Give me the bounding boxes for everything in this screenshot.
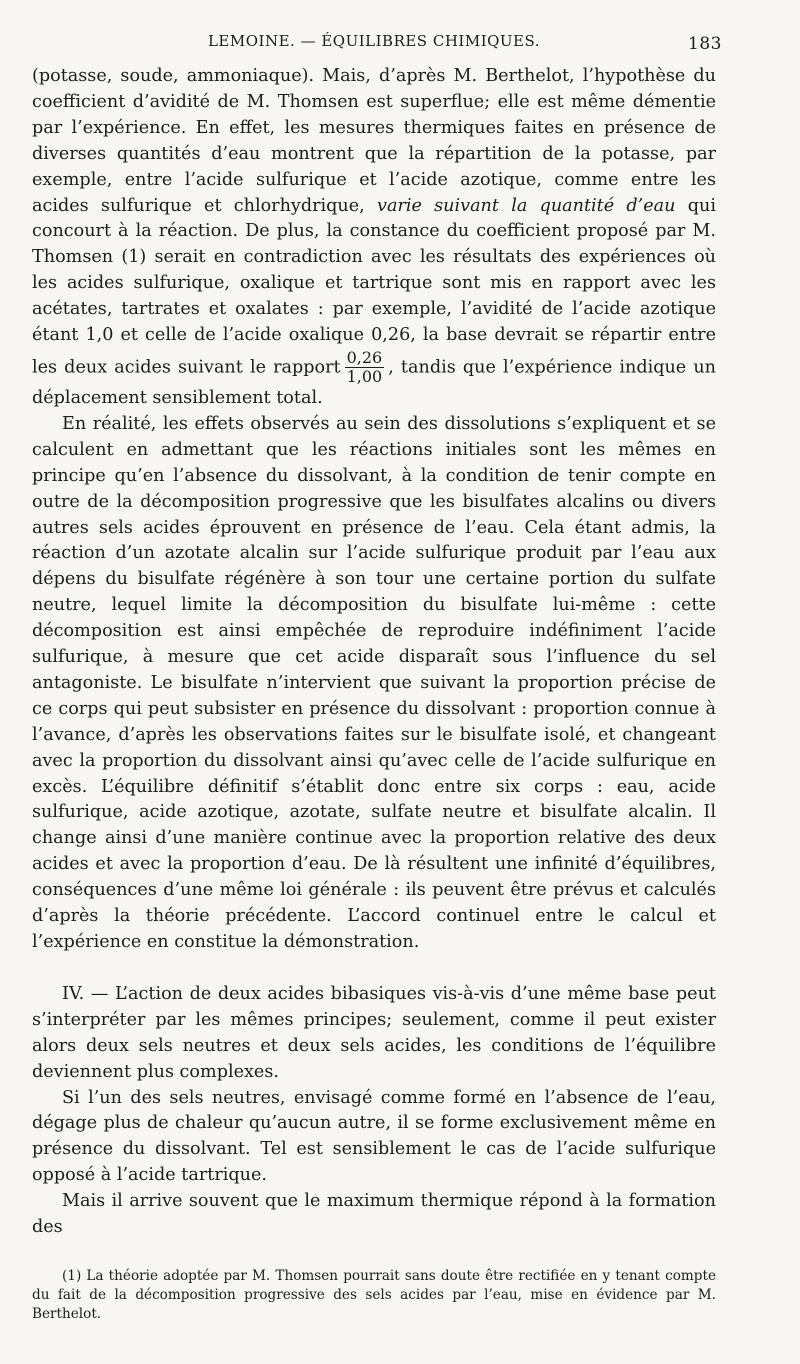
paragraph-2: En réalité, les effets observés au sein des dissolutions s’expliquent et se calculent en admettant que les réactions initiales sont les mêmes en principe qu’en l’absence du dissolvant, à la condition de tenir compte en outre de la décomposition progressive que les bisulfates alcalins ou divers autres sels acides éprouvent en présence de l’eau. Cela étant admis, la réaction d’un azotate alcalin sur l’acide sulfurique produit par l’eau aux dépens du bisulfate régénère à son tour une certaine portion du sulfate neutre, lequel limite la décomposition du bisulfate lui-même : cette décomposition est ainsi empêchée de reproduire indéfiniment l’acide sulfurique, à mesure que cet acide disparaît sous l’influence du sel antagoniste. Le bisulfate n’intervient que suivant la proportion précise de ce corps qui peut subsister en présence du dissolvant : proportion connue à l’avance, d’après les observations faites sur le bisulfate isolé, et changeant avec la proportion du dissolvant ainsi qu’avec celle de l’acide sulfurique en excès. L’équilibre définitif s’établit donc entre six corps : eau, acide sulfurique, acide azotique, azotate, sulfate neutre et bisulfate alcalin. Il change ainsi d’une manière continue avec la proportion relative des deux acides et avec la proportion d’eau. De là résultent une infinité d’équilibres, conséquences d’une même loi générale : ils peuvent être prévus et calculés d’après la théorie précédente. L’accord continuel entre le calcul et l’expérience en constitue la démonstration. <box>32 413 716 952</box>
footnote: (1) La théorie adoptée par M. Thomsen pourrait sans doute être rectifiée en y tenant compte du fait de la décomposition progressive des sels acides par l’eau, mise en évidence par M. Berthelot. <box>32 1267 716 1322</box>
paragraph-1-part-c: , tandis que l’expérience indique un déplacement sensiblement total. <box>32 357 716 408</box>
paragraph-3: IV. — L’action de deux acides bibasiques vis-à-vis d’une même base peut s’interpréter par les mêmes principes; seulement, comme il peut exister alors deux sels neutres et deux sels acides, les conditions de l’équilibre deviennent plus complexes. <box>32 983 716 1082</box>
paragraph-1-part-b: qui concourt à la réaction. De plus, la constance du coefficient proposé par M. Thomsen (1) serait en contradiction avec les résultats des expériences où les acides sulfurique, oxalique et tartrique sont mis en rapport avec les acétates, tartrates et oxalates : par exemple, l’avidité de l’acide azotique étant 1,0 et celle de l’acide oxalique 0,26, la base devrait se répartir entre les deux acides suivant le rapport <box>32 195 716 378</box>
body-text <box>32 64 716 1324</box>
paragraph-1 <box>32 64 716 412</box>
fraction-denominator: 1,00 <box>346 366 383 386</box>
fraction-numerator: 0,26 <box>346 347 383 367</box>
paragraph-4: Si l’un des sels neutres, envisagé comme formé en l’absence de l’eau, dégage plus de chaleur qu’aucun autre, il se forme exclusivement même en présence du dissolvant. Tel est sensiblement le cas de l’acide sulfurique opposé à l’acide tartrique. <box>32 1087 716 1186</box>
running-title: LEMOINE. — ÉQUILIBRES CHIMIQUES. <box>207 32 541 50</box>
paragraph-5: Mais il arrive souvent que le maximum thermique répond à la formation des <box>32 1191 716 1238</box>
running-header <box>32 26 722 54</box>
paragraph-1-part-a: (potasse, soude, ammoniaque). Mais, d’après M. Berthelot, l’hypothèse du coefficient d’avidité de M. Thomsen est superflue; elle est même démentie par l’expérience. En effet, les mesures thermiques faites en présence de diverses quantités d’eau montrent que la répartition de la potasse, par exemple, entre l’acide sulfurique et l’acide azotique, comme entre les acides sulfurique et chlorhydrique, <box>32 66 716 216</box>
ratio-fraction <box>345 349 385 386</box>
page-number: 183 <box>688 34 722 54</box>
emphasis: varie suivant la quantité d’eau <box>377 195 676 216</box>
